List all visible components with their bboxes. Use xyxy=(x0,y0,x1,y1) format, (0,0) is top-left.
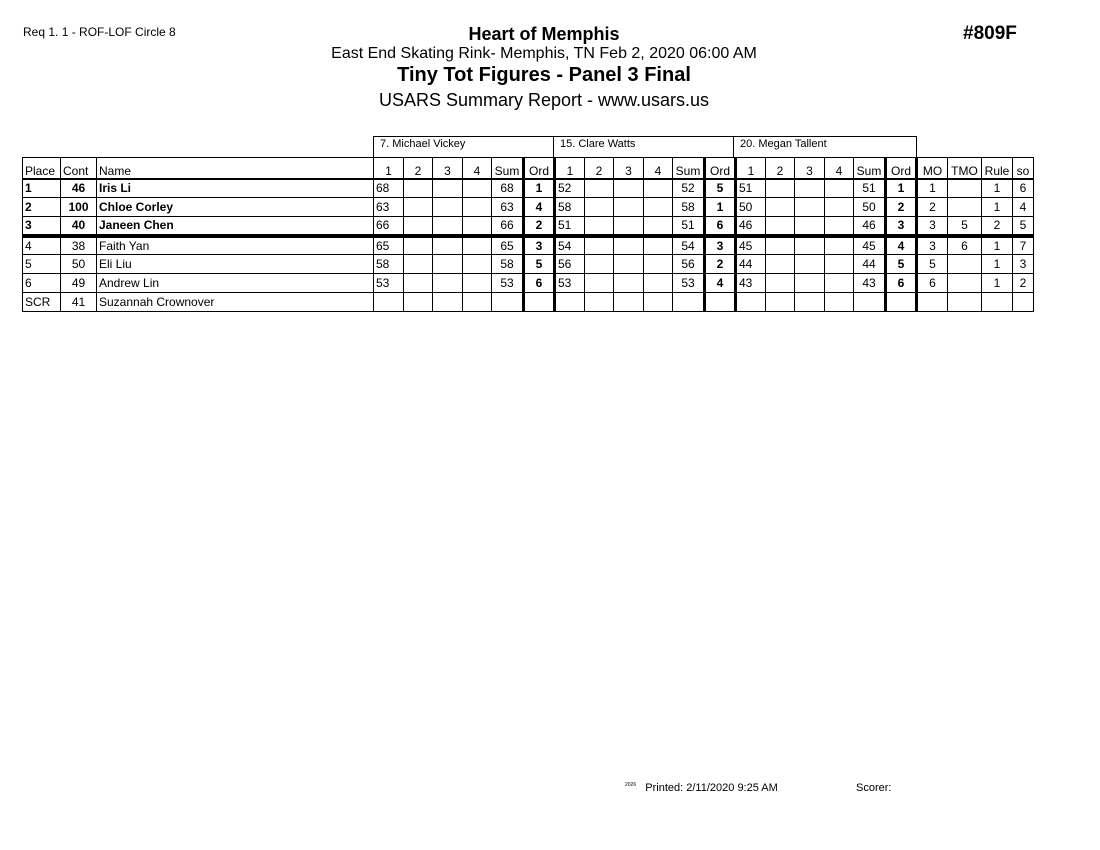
cell-j3-score4 xyxy=(825,198,854,217)
summary-table xyxy=(22,157,1034,312)
cell-j3-score1: 50 xyxy=(736,198,766,217)
cell-tmo: 5 xyxy=(948,217,982,236)
table-row xyxy=(23,198,1034,217)
cell-j2-score1: 53 xyxy=(555,274,585,293)
col-tmo: TMO xyxy=(948,158,982,179)
cell-j2-sum: 56 xyxy=(673,255,705,274)
table-row xyxy=(23,179,1034,198)
cell-j2-sum: 53 xyxy=(673,274,705,293)
cell-tmo xyxy=(948,274,982,293)
col-so: so xyxy=(1013,158,1034,179)
col-j1-ord: Ord xyxy=(524,158,555,179)
cell-j2-score2 xyxy=(585,236,614,255)
col-place: Place xyxy=(23,158,61,179)
cell-name: Andrew Lin xyxy=(97,274,374,293)
cell-mo xyxy=(917,293,948,312)
cell-j1-sum: 66 xyxy=(492,217,524,236)
cell-j3-score2 xyxy=(766,236,795,255)
cell-j1-score4 xyxy=(463,236,492,255)
page-title: Heart of Memphis xyxy=(468,24,620,44)
cell-mo: 3 xyxy=(917,236,948,255)
cell-j2-ord: 1 xyxy=(705,198,736,217)
cell-cont: 49 xyxy=(61,274,97,293)
cell-rule: 1 xyxy=(982,255,1013,274)
cell-j2-score3 xyxy=(614,236,644,255)
printed-timestamp: Printed: 2/11/2020 9:25 AM xyxy=(645,782,778,794)
cell-place: 1 xyxy=(23,179,61,198)
cell-j2-score3 xyxy=(614,274,644,293)
cell-j2-ord: 6 xyxy=(705,217,736,236)
cell-j1-ord: 2 xyxy=(524,217,555,236)
cell-name: Janeen Chen xyxy=(97,217,374,236)
cell-j2-score4 xyxy=(644,198,673,217)
cell-j2-sum: 58 xyxy=(673,198,705,217)
col-mo: MO xyxy=(917,158,948,179)
cell-j1-score4 xyxy=(463,198,492,217)
cell-j1-score3 xyxy=(433,179,463,198)
cell-mo: 2 xyxy=(917,198,948,217)
cell-j2-score1: 54 xyxy=(555,236,585,255)
col-j2-s1: 1 xyxy=(555,158,585,179)
report-title: USARS Summary Report - www.usars.us xyxy=(378,90,710,110)
cell-j3-score4 xyxy=(825,293,854,312)
cell-j3-sum: 46 xyxy=(854,217,886,236)
cell-j2-score1: 52 xyxy=(555,179,585,198)
cell-j3-score2 xyxy=(766,293,795,312)
cell-j1-score1: 65 xyxy=(374,236,404,255)
cell-j3-score1 xyxy=(736,293,766,312)
table-row xyxy=(23,293,1034,312)
cell-j2-sum: 51 xyxy=(673,217,705,236)
col-j1-s1: 1 xyxy=(374,158,404,179)
cell-j1-score4 xyxy=(463,274,492,293)
cell-place: 5 xyxy=(23,255,61,274)
cell-j1-score4 xyxy=(463,179,492,198)
cell-j3-score3 xyxy=(795,198,825,217)
cell-j3-sum: 51 xyxy=(854,179,886,198)
judge-header-1: 7. Michael Vickey xyxy=(373,136,554,157)
cell-j3-score4 xyxy=(825,236,854,255)
cell-j1-ord xyxy=(524,293,555,312)
cell-so: 3 xyxy=(1013,255,1034,274)
cell-j3-score4 xyxy=(825,255,854,274)
cell-j3-sum: 43 xyxy=(854,274,886,293)
cell-tmo xyxy=(948,179,982,198)
cell-j3-sum xyxy=(854,293,886,312)
cell-j3-score3 xyxy=(795,179,825,198)
cell-j3-ord xyxy=(886,293,917,312)
col-j2-s4: 4 xyxy=(644,158,673,179)
cell-j2-ord xyxy=(705,293,736,312)
cell-name: Chloe Corley xyxy=(97,198,374,217)
cell-j2-score3 xyxy=(614,198,644,217)
cell-j2-score2 xyxy=(585,255,614,274)
cell-j2-sum xyxy=(673,293,705,312)
cell-j1-score4 xyxy=(463,217,492,236)
cell-j3-score3 xyxy=(795,217,825,236)
cell-j2-score2 xyxy=(585,179,614,198)
cell-j1-ord: 5 xyxy=(524,255,555,274)
competition-title: Tiny Tot Figures - Panel 3 Final xyxy=(397,64,691,86)
cell-j2-score4 xyxy=(644,274,673,293)
cell-j1-score2 xyxy=(404,198,433,217)
cell-j3-score1: 44 xyxy=(736,255,766,274)
cell-j1-score4 xyxy=(463,255,492,274)
cell-j1-ord: 3 xyxy=(524,236,555,255)
cell-mo: 3 xyxy=(917,217,948,236)
request-label: Req 1. 1 - ROF-LOF Circle 8 xyxy=(23,25,176,39)
col-rule: Rule xyxy=(982,158,1013,179)
cell-j1-score1: 58 xyxy=(374,255,404,274)
cell-j2-ord: 5 xyxy=(705,179,736,198)
cell-j1-ord: 1 xyxy=(524,179,555,198)
cell-so xyxy=(1013,293,1034,312)
cell-j1-score1 xyxy=(374,293,404,312)
cell-cont: 38 xyxy=(61,236,97,255)
cell-mo: 6 xyxy=(917,274,948,293)
cell-j3-score3 xyxy=(795,236,825,255)
event-number: #809F xyxy=(963,23,1017,44)
cell-j3-score2 xyxy=(766,274,795,293)
cell-so: 7 xyxy=(1013,236,1034,255)
cell-place: 3 xyxy=(23,217,61,236)
cell-j2-sum: 52 xyxy=(673,179,705,198)
cell-j2-score2 xyxy=(585,274,614,293)
cell-j1-sum: 68 xyxy=(492,179,524,198)
cell-rule: 1 xyxy=(982,198,1013,217)
col-j3-s4: 4 xyxy=(825,158,854,179)
cell-name: Faith Yan xyxy=(97,236,374,255)
cell-j1-score3 xyxy=(433,255,463,274)
col-j1-s3: 3 xyxy=(433,158,463,179)
cell-j3-ord: 1 xyxy=(886,179,917,198)
cell-j1-score1: 66 xyxy=(374,217,404,236)
cell-so: 4 xyxy=(1013,198,1034,217)
cell-j1-sum: 65 xyxy=(492,236,524,255)
cell-j2-score4 xyxy=(644,217,673,236)
cell-name: Suzannah Crownover xyxy=(97,293,374,312)
cell-rule: 1 xyxy=(982,274,1013,293)
cell-j1-score2 xyxy=(404,255,433,274)
scorer-label: Scorer: xyxy=(856,782,892,794)
venue-line: East End Skating Rink- Memphis, TN Feb 2, 2020 06:00 AM xyxy=(331,45,757,62)
cell-j2-score4 xyxy=(644,293,673,312)
print-code: 2026 xyxy=(625,782,637,788)
cell-so: 5 xyxy=(1013,217,1034,236)
col-cont: Cont xyxy=(61,158,97,179)
cell-j1-ord: 4 xyxy=(524,198,555,217)
cell-j2-score3 xyxy=(614,179,644,198)
cell-j3-score2 xyxy=(766,179,795,198)
cell-j3-score1: 51 xyxy=(736,179,766,198)
cell-j3-sum: 44 xyxy=(854,255,886,274)
cell-j2-score1: 51 xyxy=(555,217,585,236)
cell-j2-score4 xyxy=(644,179,673,198)
cell-j1-score1: 68 xyxy=(374,179,404,198)
col-j1-s4: 4 xyxy=(463,158,492,179)
col-j1-sum: Sum xyxy=(492,158,524,179)
cell-j2-score3 xyxy=(614,217,644,236)
cell-j1-sum xyxy=(492,293,524,312)
cell-so: 6 xyxy=(1013,179,1034,198)
col-j3-s3: 3 xyxy=(795,158,825,179)
cell-cont: 100 xyxy=(61,198,97,217)
cell-j2-score4 xyxy=(644,236,673,255)
cell-j2-ord: 3 xyxy=(705,236,736,255)
col-j1-s2: 2 xyxy=(404,158,433,179)
table-row xyxy=(23,274,1034,293)
print-info xyxy=(625,782,778,794)
cell-j3-ord: 5 xyxy=(886,255,917,274)
cell-j1-score4 xyxy=(463,293,492,312)
table-row xyxy=(23,236,1034,255)
cell-j3-score2 xyxy=(766,217,795,236)
table-row xyxy=(23,255,1034,274)
cell-j2-score2 xyxy=(585,293,614,312)
cell-j3-score2 xyxy=(766,255,795,274)
cell-so: 2 xyxy=(1013,274,1034,293)
column-header-row xyxy=(23,158,1034,179)
cell-j1-sum: 63 xyxy=(492,198,524,217)
cell-j1-score3 xyxy=(433,293,463,312)
cell-tmo: 6 xyxy=(948,236,982,255)
cell-mo: 5 xyxy=(917,255,948,274)
col-j3-s1: 1 xyxy=(736,158,766,179)
cell-j2-ord: 2 xyxy=(705,255,736,274)
cell-j1-score2 xyxy=(404,236,433,255)
cell-j3-score1: 43 xyxy=(736,274,766,293)
cell-rule: 1 xyxy=(982,179,1013,198)
cell-j2-score2 xyxy=(585,217,614,236)
cell-j3-sum: 50 xyxy=(854,198,886,217)
cell-j3-ord: 2 xyxy=(886,198,917,217)
cell-j2-score3 xyxy=(614,255,644,274)
cell-j3-ord: 4 xyxy=(886,236,917,255)
cell-j3-score3 xyxy=(795,274,825,293)
cell-cont: 46 xyxy=(61,179,97,198)
cell-rule: 1 xyxy=(982,236,1013,255)
cell-j1-score2 xyxy=(404,217,433,236)
cell-j1-score2 xyxy=(404,293,433,312)
cell-j1-score1: 53 xyxy=(374,274,404,293)
col-j3-sum: Sum xyxy=(854,158,886,179)
col-name: Name xyxy=(97,158,374,179)
cell-cont: 40 xyxy=(61,217,97,236)
cell-j3-score4 xyxy=(825,179,854,198)
cell-j1-sum: 53 xyxy=(492,274,524,293)
cell-j1-score3 xyxy=(433,217,463,236)
cell-j2-score1 xyxy=(555,293,585,312)
cell-j3-ord: 3 xyxy=(886,217,917,236)
cell-j1-score3 xyxy=(433,274,463,293)
cell-j3-score3 xyxy=(795,255,825,274)
cell-j1-ord: 6 xyxy=(524,274,555,293)
cell-j3-score1: 45 xyxy=(736,236,766,255)
cell-j3-score4 xyxy=(825,274,854,293)
cell-j1-score2 xyxy=(404,179,433,198)
cell-tmo xyxy=(948,293,982,312)
col-j2-sum: Sum xyxy=(673,158,705,179)
cell-j1-score3 xyxy=(433,236,463,255)
cell-name: Iris Li xyxy=(97,179,374,198)
col-j2-s3: 3 xyxy=(614,158,644,179)
cell-j2-sum: 54 xyxy=(673,236,705,255)
cell-j3-sum: 45 xyxy=(854,236,886,255)
cell-j1-score2 xyxy=(404,274,433,293)
judge-header-2: 15. Clare Watts xyxy=(553,136,734,157)
cell-j3-score4 xyxy=(825,217,854,236)
cell-name: Eli Liu xyxy=(97,255,374,274)
cell-j1-sum: 58 xyxy=(492,255,524,274)
cell-j2-score1: 56 xyxy=(555,255,585,274)
cell-rule: 2 xyxy=(982,217,1013,236)
col-j2-s2: 2 xyxy=(585,158,614,179)
col-j3-s2: 2 xyxy=(766,158,795,179)
judge-header-3: 20. Megan Tallent xyxy=(733,136,917,157)
cell-j3-score3 xyxy=(795,293,825,312)
cell-j2-score1: 58 xyxy=(555,198,585,217)
cell-j3-ord: 6 xyxy=(886,274,917,293)
cell-tmo xyxy=(948,198,982,217)
cell-j3-score2 xyxy=(766,198,795,217)
cell-rule xyxy=(982,293,1013,312)
cell-j1-score3 xyxy=(433,198,463,217)
cell-j2-score4 xyxy=(644,255,673,274)
cell-cont: 41 xyxy=(61,293,97,312)
cell-j2-score2 xyxy=(585,198,614,217)
cell-j2-score3 xyxy=(614,293,644,312)
cell-j2-ord: 4 xyxy=(705,274,736,293)
col-j2-ord: Ord xyxy=(705,158,736,179)
col-j3-ord: Ord xyxy=(886,158,917,179)
cell-tmo xyxy=(948,255,982,274)
cell-mo: 1 xyxy=(917,179,948,198)
cell-place: 6 xyxy=(23,274,61,293)
cell-place: SCR xyxy=(23,293,61,312)
cell-j1-score1: 63 xyxy=(374,198,404,217)
cell-place: 2 xyxy=(23,198,61,217)
cell-cont: 50 xyxy=(61,255,97,274)
cell-place: 4 xyxy=(23,236,61,255)
table-row xyxy=(23,217,1034,236)
cell-j3-score1: 46 xyxy=(736,217,766,236)
